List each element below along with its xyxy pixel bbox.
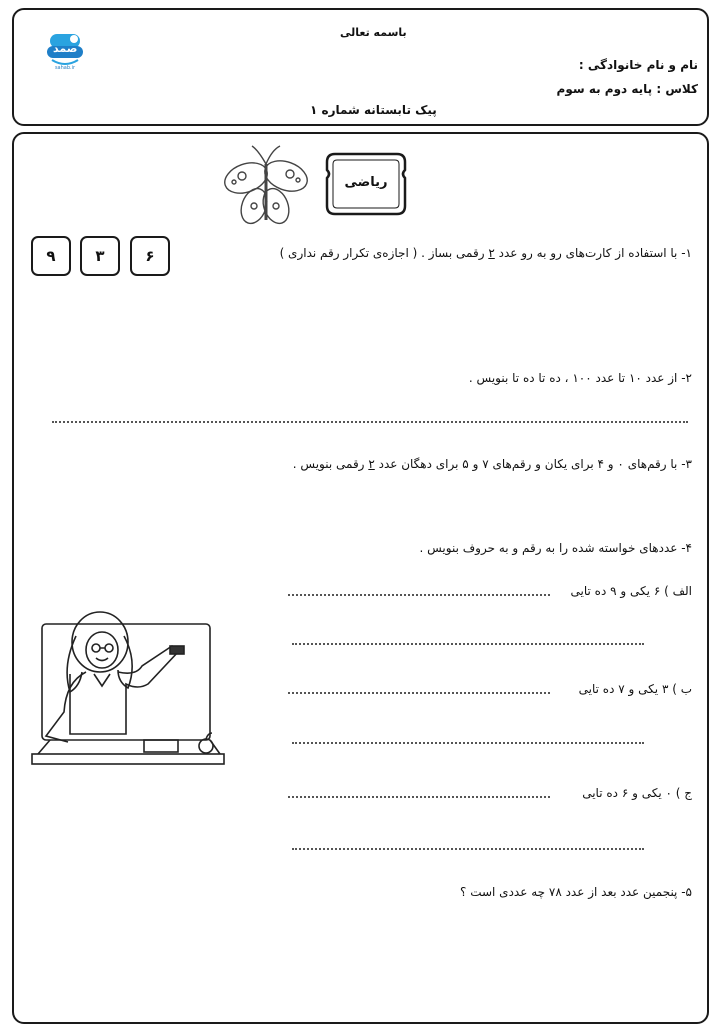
butterfly-illustration [218, 140, 314, 228]
question-4a: الف ) ۶ یکی و ۹ ده تایی [570, 584, 692, 598]
answer-line-4c-words[interactable] [292, 848, 644, 850]
question-3 [293, 457, 692, 471]
blessing-text: باسمه تعالی [340, 26, 407, 39]
answer-line-4a-digits[interactable] [288, 594, 550, 596]
class-label: کلاس : پایه دوم به سوم [556, 82, 698, 96]
answer-line-2[interactable] [52, 421, 688, 423]
logo-subtext: sahab.ir [54, 65, 76, 71]
question-5: ۵- پنجمین عدد بعد از عدد ۷۸ چه عددی است ؟ [460, 885, 692, 899]
question-3-suffix: رقمی بنویس . [292, 457, 365, 471]
question-3-prefix: ۳- با رقم‌های ۰ و ۴ برای یکان و رقم‌های ۷ و ۵ برای دهگان عدد [378, 457, 692, 471]
answer-line-4b-digits[interactable] [288, 692, 550, 694]
question-1 [280, 246, 692, 260]
question-3-digit: ۲ [368, 457, 375, 471]
question-1-suffix: رقمی بساز . ( اجازه‌ی تکرار رقم نداری ) [279, 246, 485, 260]
question-1-prefix: ۱- با استفاده از کارت‌های رو به رو عدد [498, 246, 692, 260]
page-title: پیک تابستانه شماره ۱ [310, 103, 437, 117]
subject-frame [323, 150, 409, 218]
question-1-digit: ۲ [488, 246, 495, 260]
digit-card-1: ۶ [130, 236, 170, 276]
answer-line-4c-digits[interactable] [288, 796, 550, 798]
answer-line-4a-words[interactable] [292, 643, 644, 645]
name-label: نام و نام خانوادگی : [578, 58, 698, 72]
subject-label: ریاضی [344, 175, 388, 190]
question-4b: ب ) ۳ یکی و ۷ ده تایی [578, 682, 692, 696]
answer-line-4b-words[interactable] [292, 742, 644, 744]
teacher-illustration [30, 608, 226, 770]
digit-card-3: ۹ [31, 236, 71, 276]
logo-text: صمد [53, 42, 78, 55]
logo [44, 30, 86, 72]
question-4c: ج ) ۰ یکی و ۶ ده تایی [582, 786, 692, 800]
question-2: ۲- از عدد ۱۰ تا عدد ۱۰۰ ، ده تا ده تا بنویس . [468, 371, 692, 385]
digit-card-2: ۳ [80, 236, 120, 276]
question-4: ۴- عددهای خواسته شده را به رقم و به حروف بنویس . [419, 541, 692, 555]
